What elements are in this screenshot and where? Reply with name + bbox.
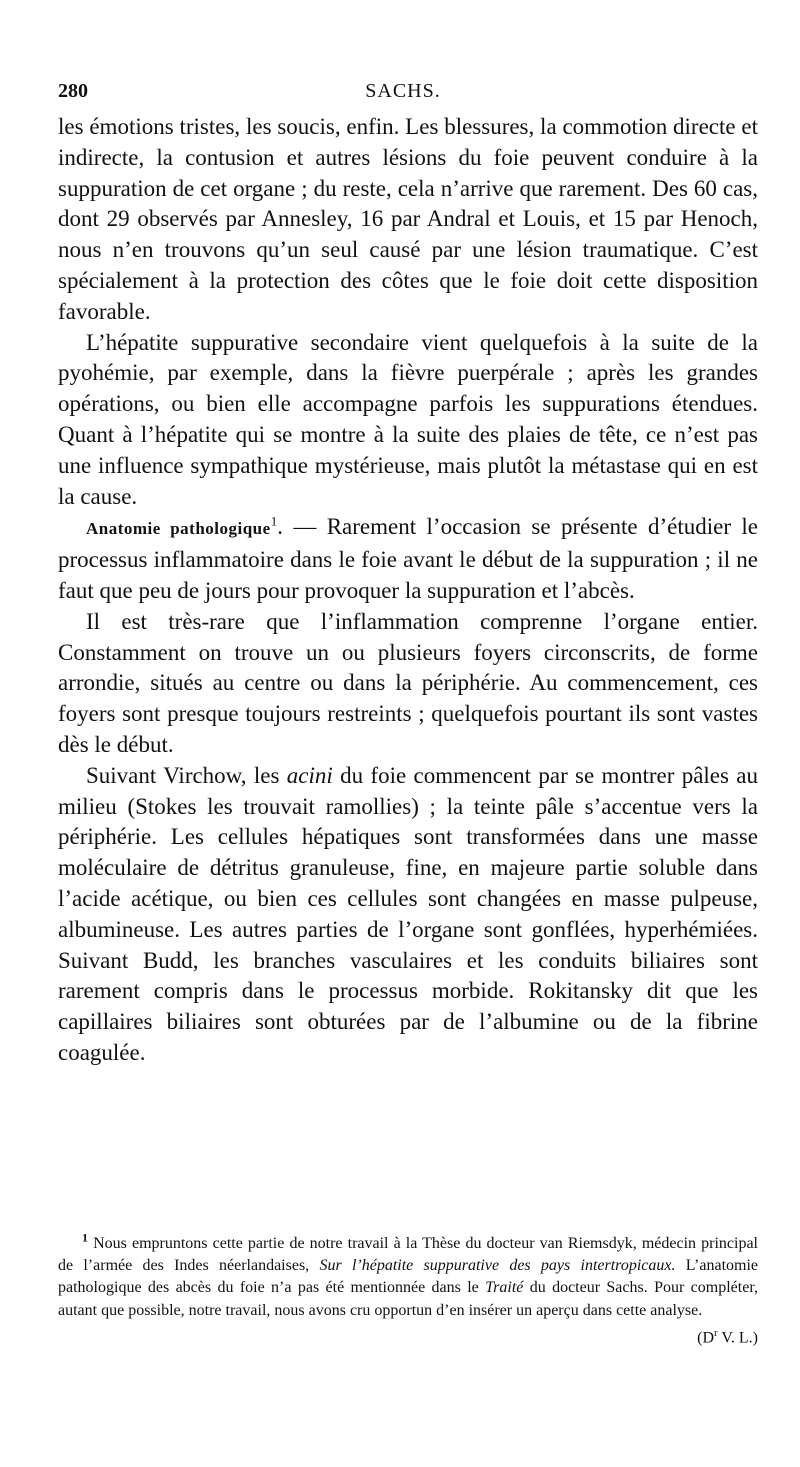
- page-number: 280: [58, 80, 88, 102]
- footnote-reference: 1: [270, 513, 278, 529]
- footnote-text-3: du docteur Sachs. Pour compléter, autant que possible, notre travail, nous avons cru opportun d’en insérer un aperçu dans cette analyse.: [58, 1279, 759, 1319]
- paragraph-pathological-anatomy: [58, 512, 758, 606]
- footnote-text-2: L’anatomie pathologique des abcès du foie n’a pas été mentionnée dans le: [58, 1257, 759, 1297]
- paragraph-foci: Il est très-rare que l’inflammation comprenne l’organe entier. Constamment on trouve un ou plusieurs foyers circonscrits, de forme arrondie, situés au centre ou dans la périphérie. Au commencement, ces foyers sont presque toujours restreints ; quelquefois pourtant ils sont vastes dès le début.: [58, 608, 758, 757]
- footnote-thesis-title: Sur l’hépatite suppurative des pays intertropicaux.: [319, 1257, 676, 1275]
- main-text: [58, 112, 758, 1069]
- running-head: [58, 80, 748, 108]
- signature-prefix: (D: [697, 1329, 715, 1347]
- section-lead-text: . — Rarement l’occasion se présente d’étudier le processus inflammatoire dans le foie avant le début de la suppuration ; il ne faut que peu de jours pour provoquer la suppuration et l’abcès.: [58, 514, 758, 603]
- virchow-italic-term: acini: [286, 762, 333, 788]
- footnote-signature: [673, 1322, 758, 1350]
- virchow-text-before: Suivant Virchow, les: [86, 762, 287, 788]
- footnote: [58, 1230, 759, 1347]
- footnote-block: [58, 1230, 759, 1349]
- signature-superscript: r: [714, 1326, 718, 1339]
- footnote-traite: Traité: [485, 1279, 524, 1297]
- virchow-text-after: du foie commencent par se montrer pâles au milieu (Stokes les trouvait ramollies) ; la teinte pâle s’accentue vers la périphérie. Les cellules hépatiques sont transformées dans une masse moléculaire de détritus granuleuse, fine, en majeure partie soluble dans l’acide acétique, ou bien ces cellules sont changées en masse pulpeuse, albumineuse. Les autres parties de l’organe sont gonflées, hyperhémiées. Suivant Budd, les branches vasculaires et les conduits biliaires sont rarement compris dans le processus morbide. Rokitansky dit que les capillaires biliaires sont obturées par de l’albumine ou de la fibrine coagulée.: [58, 762, 758, 1065]
- footnote-text-1: Nous empruntons cette partie de notre travail à la Thèse du docteur van Riemsdyk, médecin principal de l’armée des Indes néerlandaises,: [58, 1235, 758, 1275]
- paragraph-virchow: [58, 761, 758, 1069]
- footnote-marker: 1: [82, 1230, 88, 1245]
- signature-suffix: V. L.): [717, 1329, 758, 1347]
- running-title: SACHS.: [365, 80, 441, 102]
- paragraph-causes: les émotions tristes, les soucis, enfin. Les blessures, la commotion directe et indirecte, la contusion et autres lésions du foie peuvent conduire à la suppuration de cet organe ; du reste, cela n’arrive que rarement. Des 60 cas, dont 29 observés par Annesley, 16 par Andral et Louis, et 15 par Henoch, nous n’en trouvons qu’un seul causé par une lésion traumatique. C’est spécialement à la protection des côtes que le foie doit cette disposition favorable.: [58, 114, 758, 324]
- section-heading: Anatomie pathologique: [86, 519, 271, 539]
- paragraph-secondary-hepatitis: L’hépatite suppurative secondaire vient quelquefois à la suite de la pyohémie, par exemple, dans la fièvre puerpérale ; après les grandes opérations, ou bien elle accompagne parfois les suppurations étendues. Quant à l’hépatite qui se montre à la suite des plaies de tête, ce n’est pas une influence sympathique mystérieuse, mais plutôt la métastase qui en est la cause.: [58, 329, 758, 509]
